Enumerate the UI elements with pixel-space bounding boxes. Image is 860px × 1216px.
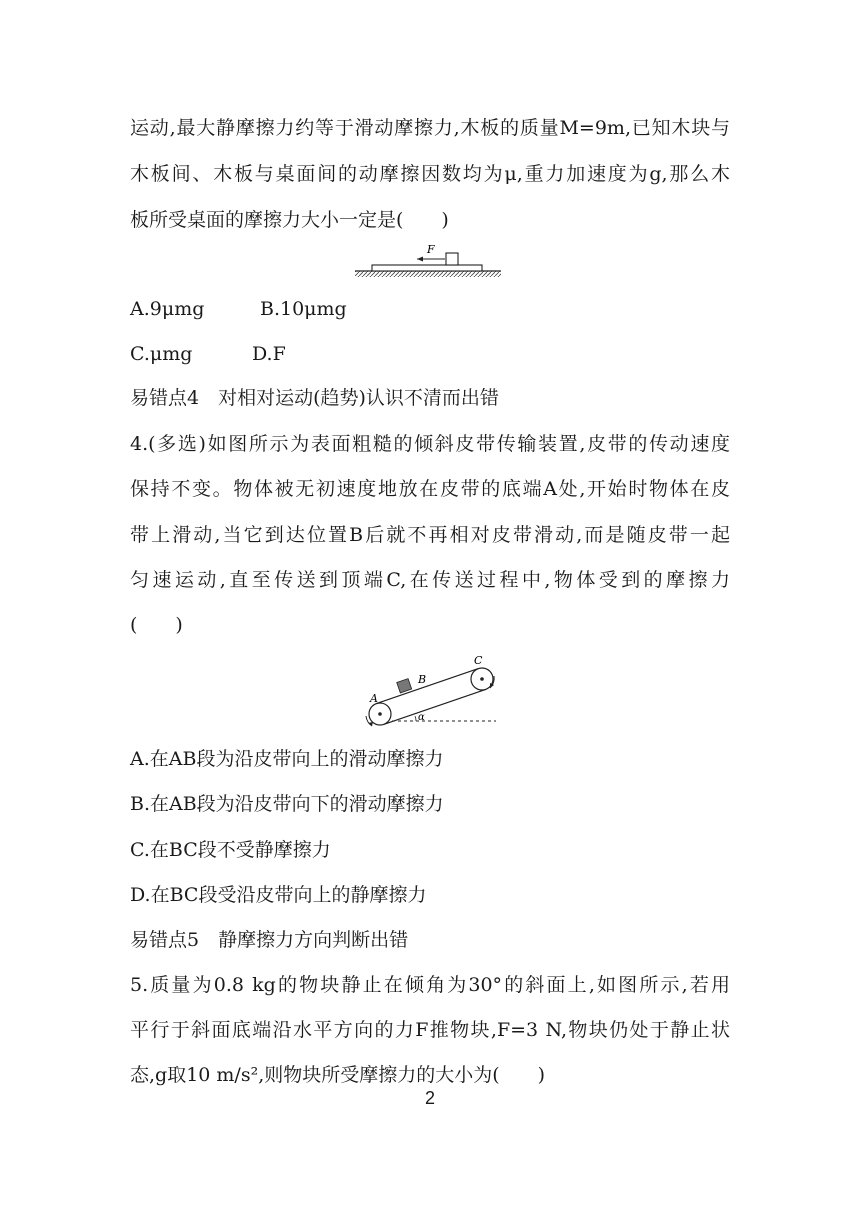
section-5-heading: 易错点5 静摩擦力方向判断出错 xyxy=(130,929,409,951)
board-block-figure xyxy=(355,240,505,280)
q3-line-1: 运动,最大静摩擦力约等于滑动摩擦力,木板的质量M=9m,已知木块与 xyxy=(130,117,730,139)
board xyxy=(372,265,482,271)
force-label: F xyxy=(427,243,435,256)
label-b: B xyxy=(418,673,427,686)
belt-top xyxy=(376,669,478,704)
belt-bottom xyxy=(384,689,486,724)
q5-line-1: 5.质量为0.8 kg的物块静止在倾角为30°的斜面上,如图所示,若用 xyxy=(130,974,730,996)
q4-option-c[interactable]: C.在BC段不受静摩擦力 xyxy=(130,839,331,861)
table-surface xyxy=(355,271,501,277)
page-number: 2 xyxy=(424,1088,435,1108)
block xyxy=(446,253,458,265)
q4-option-d[interactable]: D.在BC段受沿皮带向上的静摩擦力 xyxy=(130,884,427,906)
object-block xyxy=(397,679,412,693)
q4-line-2: 保持不变。物体被无初速度地放在皮带的底端A处,开始时物体在皮 xyxy=(130,478,730,500)
q4-line-3: 带上滑动,当它到达位置B后就不再相对皮带滑动,而是随皮带一起 xyxy=(130,524,730,546)
q3-option-b[interactable]: B.10μmg xyxy=(260,298,347,320)
q4-line-1: 4.(多选)如图所示为表面粗糙的倾斜皮带传输装置,皮带的传动速度 xyxy=(130,433,730,455)
q4-line-5: ( ) xyxy=(130,614,183,636)
section-4-heading: 易错点4 对相对运动(趋势)认识不清而出错 xyxy=(130,387,499,409)
q3-option-c[interactable]: C.μmg xyxy=(130,343,193,365)
q3-line-2: 木板间、木板与桌面间的动摩擦因数均为μ,重力加速度为g,那么木 xyxy=(130,163,730,185)
q3-option-a[interactable]: A.9μmg xyxy=(130,298,205,320)
conveyor-belt-figure xyxy=(358,650,508,728)
q5-line-2: 平行于斜面底端沿水平方向的力F推物块,F=3 N,物块仍处于静止状 xyxy=(130,1019,730,1041)
q5-line-3: 态,g取10 m/s²,则物块所受摩擦力的大小为( ) xyxy=(130,1064,546,1086)
label-c: C xyxy=(474,654,483,667)
label-alpha: α xyxy=(418,712,425,723)
q4-option-b[interactable]: B.在AB段为沿皮带向下的滑动摩擦力 xyxy=(130,793,444,815)
q4-line-4: 匀速运动,直至传送到顶端C,在传送过程中,物体受到的摩擦力 xyxy=(130,569,730,591)
q3-line-3: 板所受桌面的摩擦力大小一定是( ) xyxy=(130,209,449,231)
q3-options-row-2 xyxy=(130,342,286,366)
q3-option-d[interactable]: D.F xyxy=(252,343,286,365)
q4-option-a[interactable]: A.在AB段为沿皮带向上的滑动摩擦力 xyxy=(130,748,444,770)
q3-options-row-1 xyxy=(130,297,347,321)
label-a: A xyxy=(370,692,378,705)
